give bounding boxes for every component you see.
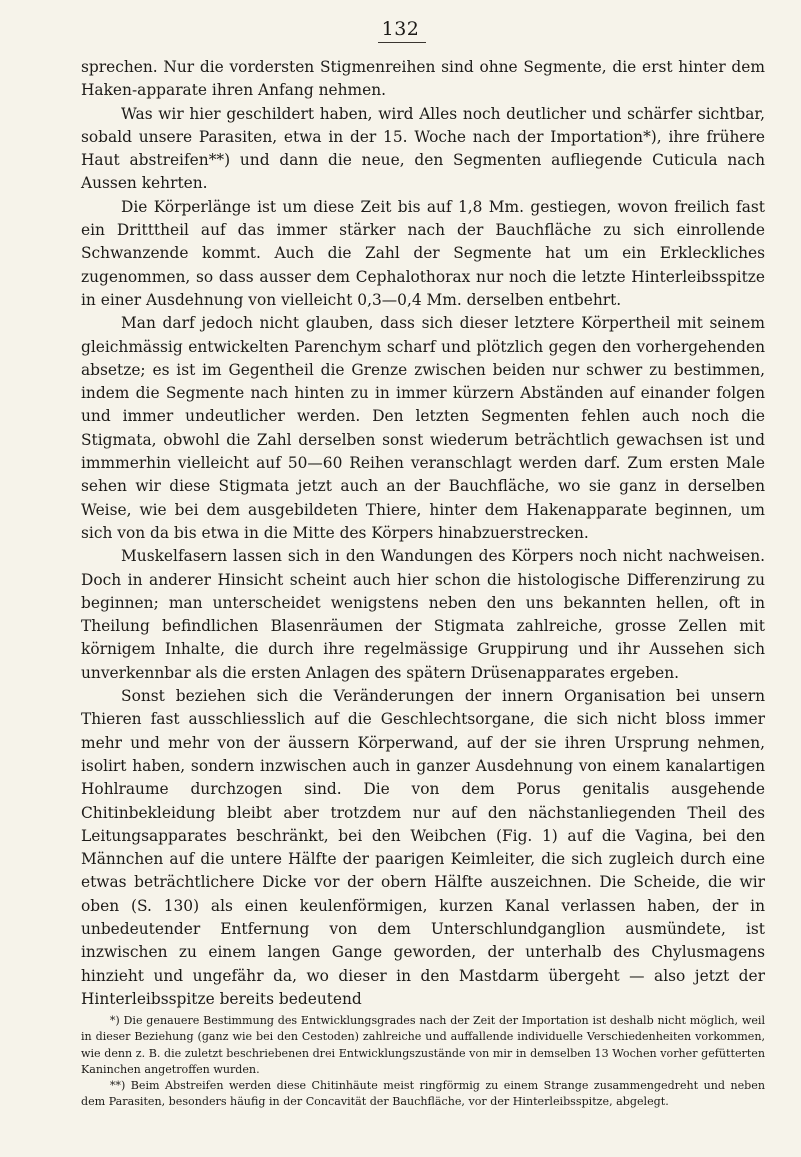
paragraph: Sonst beziehen sich die Veränderungen der innern Organisation bei unsern Thieren fast ausschliesslich auf die Geschlechtsorgane, die sich nicht bloss immer mehr und mehr von der äussern Körperwand, auf der sie ihren Ursprung nehmen, isolirt haben, sondern inzwischen auch in ganzer Ausdehnung von einem kanalartigen Hohlraume durchzogen sind. Die von dem Porus genitalis ausgehende Chitinbekleidung bleibt aber trotzdem nur auf den nächstanliegenden Theil des Leitungsapparates beschränkt, bei den Weibchen (Fig. 1) auf die Vagina, bei den Männchen auf die untere Hälfte der paarigen Keimleiter, die sich zugleich durch eine etwas beträchtlichere Dicke vor der obern Hälfte auszeichnen. Die Scheide, die wir oben (S. 130) als einen keulenförmigen, kurzen Kanal verlassen haben, der in unbedeutender Entfernung von dem Unterschlundganglion ausmündete, ist inzwischen zu einem langen Gange geworden, der unterhalb des Chylusmagens hinzieht und ungefähr da, wo dieser in den Mastdarm übergeht — also jetzt der Hinterleibsspitze bereits bedeutend bbox=[81, 687, 765, 1008]
footnote: **) Beim Abstreifen werden diese Chitinhäute meist ringförmig zu einem Strange zusammengedreht und neben dem Parasiten, besonders häufig in der Concavität der Bauchfläche, vor der Hinterleibsspitze, abgelegt. bbox=[81, 1079, 765, 1109]
page-number: 132 bbox=[381, 18, 420, 40]
paragraph: sprechen. Nur die vordersten Stigmenreihen sind ohne Segmente, die erst hinter dem Haken-apparate ihren Anfang nehmen. bbox=[81, 58, 765, 100]
page-number-rule bbox=[378, 42, 426, 43]
paragraph: Muskelfasern lassen sich in den Wandungen des Körpers noch nicht nachweisen. Doch in anderer Hinsicht scheint auch hier schon die histologische Differenzirung zu beginnen; man unterscheidet wenigstens neben den uns bekannten hellen, oft in Theilung befindlichen Blasenräumen der Stigmata zahlreiche, grosse Zellen mit körnigem Inhalte, die durch ihre regelmässige Gruppirung und ihr Aussehen sich unverkennbar als die ersten Anlagen des spätern Drüsenapparates ergeben. bbox=[81, 547, 765, 682]
main-text bbox=[81, 56, 765, 1011]
paragraph: Was wir hier geschildert haben, wird Alles noch deutlicher und schärfer sichtbar, sobald unsere Parasiten, etwa in der 15. Woche nach der Importation*), ihre frühere Haut abstreifen**) und dann die neue, den Segmenten aufliegende Cuticula nach Aussen kehrten. bbox=[81, 104, 765, 193]
footnotes bbox=[81, 1013, 765, 1111]
paragraph: Die Körperlänge ist um diese Zeit bis auf 1,8 Mm. gestiegen, wovon freilich fast ein Dritttheil auf das immer stärker nach der Bauchfläche zu sich einrollende Schwanzende kommt. Auch die Zahl der Segmente hat um ein Erkleckliches zugenommen, so dass ausser dem Cephalothorax nur noch die letzte Hinterleibsspitze in einer Ausdehnung von vielleicht 0,3—0,4 Mm. derselben entbehrt. bbox=[81, 197, 765, 309]
paragraph: Man darf jedoch nicht glauben, dass sich dieser letztere Körpertheil mit seinem gleichmässig entwickelten Parenchym scharf und plötzlich gegen den vorhergehenden absetze; es ist im Gegentheil die Grenze zwischen beiden nur schwer zu bestimmen, indem die Segmente nach hinten zu in immer kürzern Abständen auf einander folgen und immer undeutlicher werden. Den letzten Segmenten fehlen auch noch die Stigmata, obwohl die Zahl derselben sonst wiederum beträchtlich gewachsen ist und immmerhin vielleicht auf 50—60 Reihen veranschlagt werden darf. Zum ersten Male sehen wir diese Stigmata jetzt auch an der Bauchfläche, wo sie ganz in derselben Weise, wie bei dem ausgebildeten Thiere, hinter dem Hakenapparate beginnen, um sich von da bis etwa in die Mitte des Körpers hinabzuerstrecken. bbox=[81, 314, 765, 542]
footnote: *) Die genauere Bestimmung des Entwicklungsgrades nach der Zeit der Importation ist deshalb nicht möglich, weil in dieser Beziehung (ganz wie bei den Cestoden) zahlreiche und auffallende individuelle Verschiedenheiten vorkommen, wie denn z. B. die zuletzt beschriebenen drei Entwicklungszustände von mir in demselben 13 Wochen vorher gefütterten Kaninchen angetroffen wurden. bbox=[81, 1014, 765, 1076]
